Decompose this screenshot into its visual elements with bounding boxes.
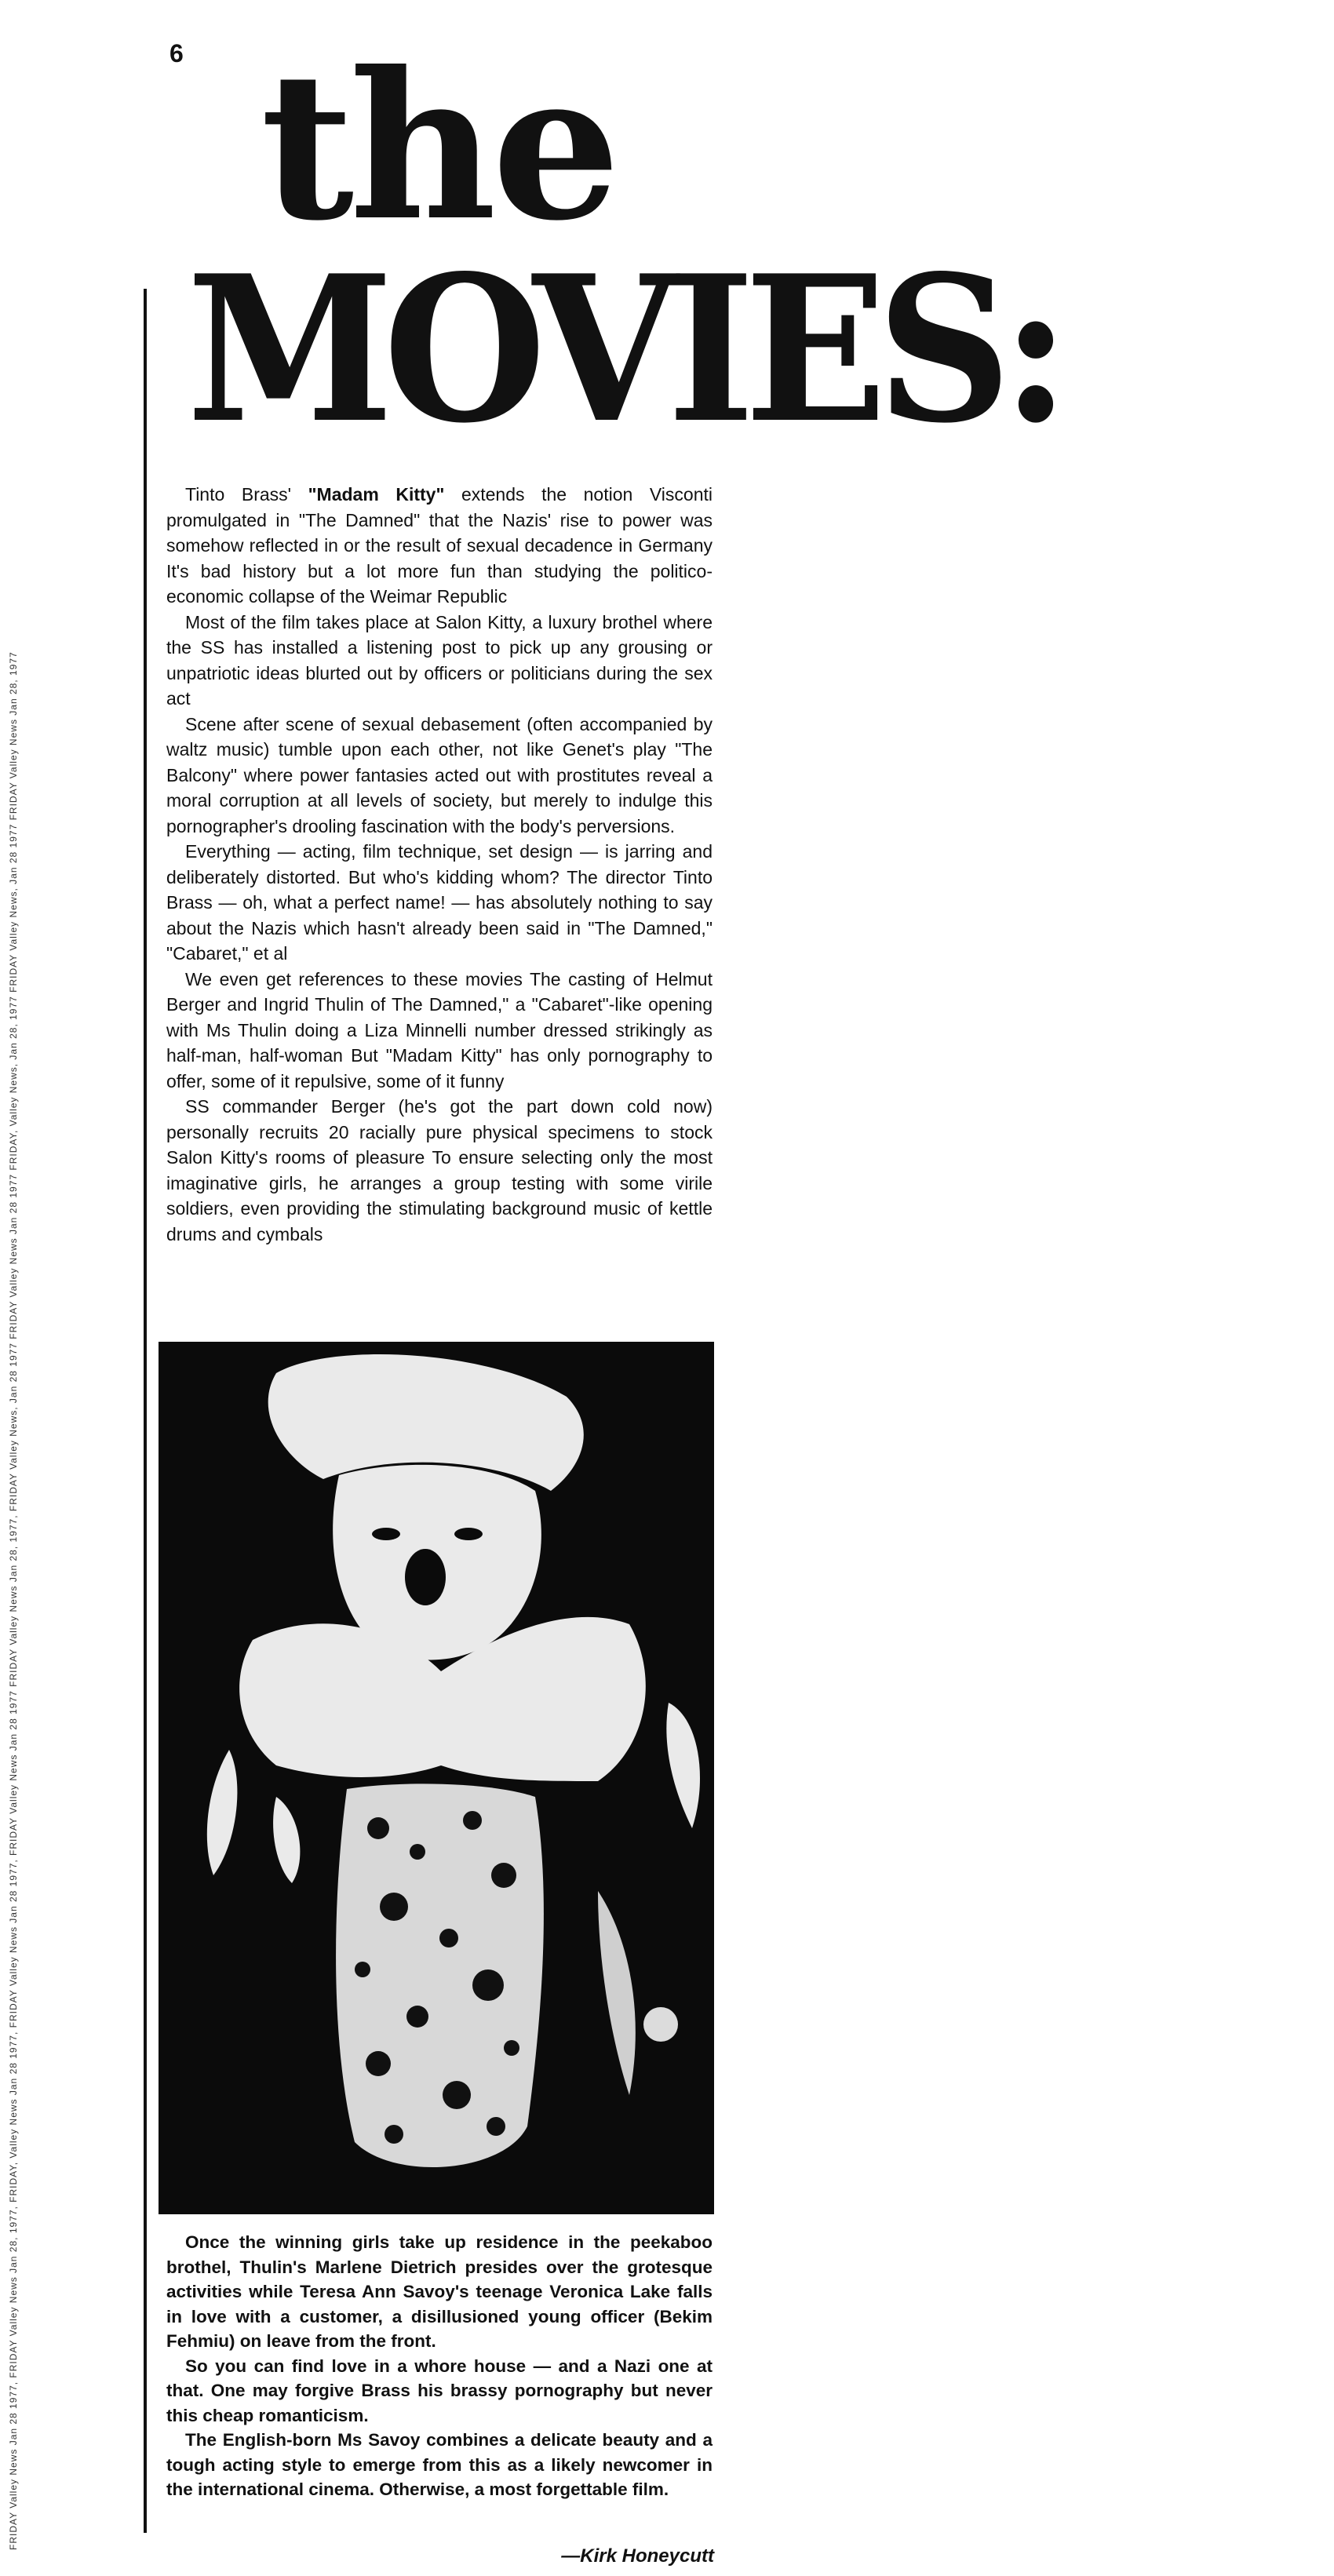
byline: —Kirk Honeycutt: [561, 2545, 714, 2567]
margin-strip: [3, 259, 25, 2550]
article-paragraph-2: Most of the film takes place at Salon Kitty, a luxury brothel where the SS has installed a listening post to pick up any grousing or unpatriotic ideas blurted out by officers or politicians during the sex act: [166, 611, 713, 709]
margin-dateline: FRIDAY Valley News Jan 28 1977, FRIDAY Valley News Jan 28, 1977, FRIDAY, Valley News Jan 28 1977, FRIDAY Valley News Jan 28 1977, FRIDAY Valley News Jan 28 1977 FRIDAY Valley News Jan 28, 1977, FRIDAY Valley News, Jan 28 1977 FRIDAY Valley News Jan 28 1977 FRIDAY, Valley News, Jan 28, 1977 FRIDAY Valley News, Jan 28 1977 FRIDAY Valley News Jan 28, 1977: [8, 651, 19, 2550]
film-still-photo: [159, 1342, 714, 2214]
headline-movies: MOVIES:: [187, 232, 1060, 468]
article-paragraph-6: SS commander Berger (he's got the part down cold now) personally recruits 20 racially pure physical specimens to stock Salon Kitty's rooms of pleasure To ensure selecting only the most imaginative girls, he arranges a group testing with some virile soldiers, even providing the stimulating background music of kettle drums and cymbals: [166, 1096, 713, 1244]
article-body-top: [166, 482, 713, 1247]
article-body-bottom: [166, 2230, 713, 2502]
article-paragraph-3: Scene after scene of sexual debasement (often accompanied by waltz music) tumble upon each other, not like Genet's play "The Balcony" where power fantasies acted out with prostitutes reveal a moral corruption at all levels of society, but merely to indulge this pornographer's drooling fascination with the body's perversions.: [166, 713, 713, 836]
article-paragraph-5: We even get references to these movies The casting of Helmut Berger and Ingrid Thulin of The Damned," a "Cabaret"-like opening with Ms Thulin doing a Liza Minnelli number dressed strikingly as half-man, half-woman But "Madam Kitty" has only pornography to offer, some of it repulsive, some of it funny: [166, 968, 713, 1091]
headline-the: the: [261, 27, 616, 265]
article-paragraph-8: So you can find love in a whore house — and a Nazi one at that. One may forgive Brass his brassy pornography but never this cheap romanticism.: [166, 2356, 713, 2425]
paragraph-rest: extends the notion Visconti promulgated in "The Damned" that the Nazis' rise to power was somehow reflected in or the result of sexual decadence in Germany It's bad history but a lot more fun than studying the politico-economic collapse of the Weimar Republic: [166, 484, 713, 607]
article-paragraph-4: Everything — acting, film technique, set design — is jarring and deliberately distorted. But who's kidding whom? The director Tinto Brass — oh, what a perfect name! — has absolutely nothing to say about the Nazis which hasn't already been said in "The Damned," "Cabaret," et al: [166, 841, 713, 964]
article-paragraph-9: The English-born Ms Savoy combines a delicate beauty and a tough acting style to emerge from this as a likely newcomer in the international cinema. Otherwise, a most forgettable film.: [166, 2430, 713, 2499]
film-title: "Madam Kitty": [308, 484, 445, 505]
article-paragraph-1: [166, 482, 713, 610]
article-paragraph-7: Once the winning girls take up residence in the peekaboo brothel, Thulin's Marlene Dietrich presides over the grotesque activities while Teresa Ann Savoy's teenage Veronica Lake falls in love with a customer, a disillusioned young officer (Bekim Fehmiu) on leave from the front.: [166, 2232, 713, 2351]
paragraph-lead: Tinto Brass': [185, 484, 308, 505]
column-rule: [144, 289, 147, 2533]
film-still-illustration: [159, 1342, 714, 2214]
page-number: 6: [169, 39, 184, 67]
